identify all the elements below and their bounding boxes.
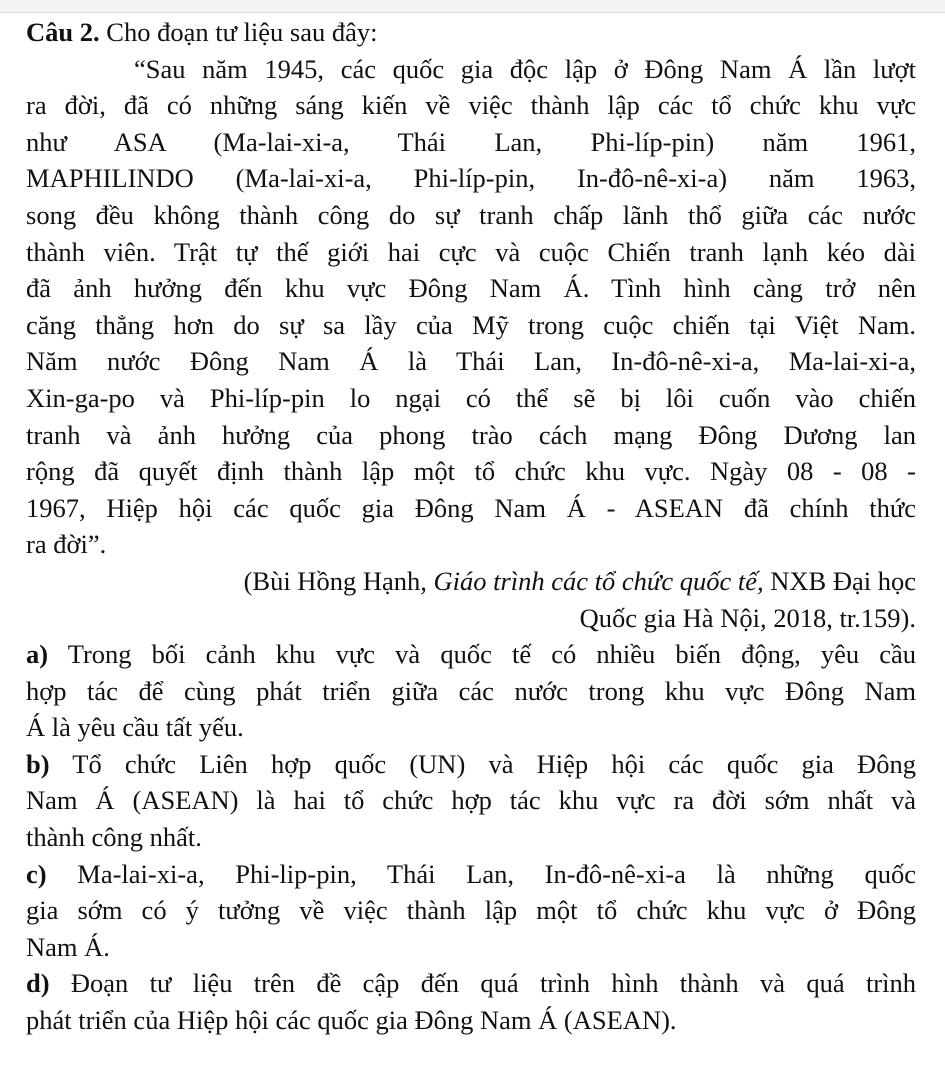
- statement-a-line: Á là yêu cầu tất yếu.: [26, 712, 244, 743]
- statement-b-line: b) Tổ chức Liên hợp quốc (UN) và Hiệp hội các quốc gia Đông: [26, 748, 916, 779]
- top-edge-strip: [0, 0, 945, 13]
- passage-line: Xin-ga-po và Phi-líp-pin lo ngại có thể sẽ bị lôi cuốn vào chiến: [26, 382, 916, 413]
- citation-book-title: Giáo trình các tổ chức quốc tế,: [433, 565, 764, 596]
- statement-d-line: phát triển của Hiệp hội các quốc gia Đông Nam Á (ASEAN).: [26, 1005, 677, 1036]
- citation-line-1: [26, 563, 916, 600]
- passage-line: căng thẳng hơn do sự sa lầy của Mỹ trong cuộc chiến tại Việt Nam.: [26, 309, 916, 340]
- passage-line: Năm nước Đông Nam Á là Thái Lan, In-đô-nê-xi-a, Ma-lai-xi-a,: [26, 346, 916, 377]
- passage-line: 1967, Hiệp hội các quốc gia Đông Nam Á - ASEAN đã chính thức: [26, 492, 916, 523]
- statement-d-line: d) Đoạn tư liệu trên đề cập đến quá trình hình thành và quá trình: [26, 968, 916, 999]
- statement-c-line: c) Ma-lai-xi-a, Phi-lip-pin, Thái Lan, In-đô-nê-xi-a là những quốc: [26, 858, 916, 889]
- question-heading: [26, 14, 916, 51]
- passage-line: rộng đã quyết định thành lập một tổ chức khu vực. Ngày 08 - 08 -: [26, 456, 916, 487]
- passage-line: “Sau năm 1945, các quốc gia độc lập ở Đông Nam Á lần lượt: [134, 53, 916, 84]
- statement-b-label: b): [26, 748, 50, 779]
- citation-line-2: Quốc gia Hà Nội, 2018, tr.159).: [579, 602, 916, 633]
- passage-line: ra đời”.: [26, 529, 107, 560]
- passage-line: tranh và ảnh hưởng của phong trào cách mạng Đông Dương lan: [26, 419, 916, 450]
- question-intro: Cho đoạn tư liệu sau đây:: [99, 17, 378, 47]
- statement-d: [26, 965, 916, 1038]
- source-passage: [26, 51, 916, 563]
- statement-c-line: gia sớm có ý tưởng về việc thành lập một tổ chức khu vực ở Đông: [26, 895, 916, 926]
- statement-c: [26, 856, 916, 966]
- passage-line: ra đời, đã có những sáng kiến về việc thành lập các tổ chức khu vực: [26, 90, 916, 121]
- statement-c-label: c): [26, 858, 47, 889]
- passage-line: như ASA (Ma-lai-xi-a, Thái Lan, Phi-líp-pin) năm 1961,: [26, 126, 916, 157]
- passage-line: MAPHILINDO (Ma-lai-xi-a, Phi-líp-pin, In-đô-nê-xi-a) năm 1963,: [26, 163, 916, 194]
- statement-a-label: a): [26, 639, 49, 670]
- statement-c-line: Nam Á.: [26, 931, 110, 962]
- passage-line: song đều không thành công do sự tranh chấp lãnh thổ giữa các nước: [26, 199, 916, 230]
- statement-b-line: Nam Á (ASEAN) là hai tổ chức hợp tác khu vực ra đời sớm nhất và: [26, 785, 916, 816]
- citation-author: (Bùi Hồng Hạnh,: [243, 565, 434, 596]
- statement-a-line: a) Trong bối cảnh khu vực và quốc tế có nhiều biến động, yêu cầu: [26, 639, 916, 670]
- statement-d-label: d): [26, 968, 50, 999]
- statement-a: [26, 636, 916, 746]
- statement-a-line: hợp tác để cùng phát triển giữa các nước trong khu vực Đông Nam: [26, 675, 916, 706]
- passage-line: thành viên. Trật tự thế giới hai cực và cuộc Chiến tranh lạnh kéo dài: [26, 236, 916, 267]
- citation-publisher: NXB Đại học: [763, 565, 916, 596]
- statement-b-line: thành công nhất.: [26, 822, 202, 853]
- passage-line: đã ảnh hưởng đến khu vực Đông Nam Á. Tình hình càng trở nên: [26, 273, 916, 304]
- question-document: [26, 14, 916, 1039]
- statement-b: [26, 746, 916, 856]
- source-citation: [26, 563, 916, 636]
- question-label: Câu 2.: [26, 17, 100, 47]
